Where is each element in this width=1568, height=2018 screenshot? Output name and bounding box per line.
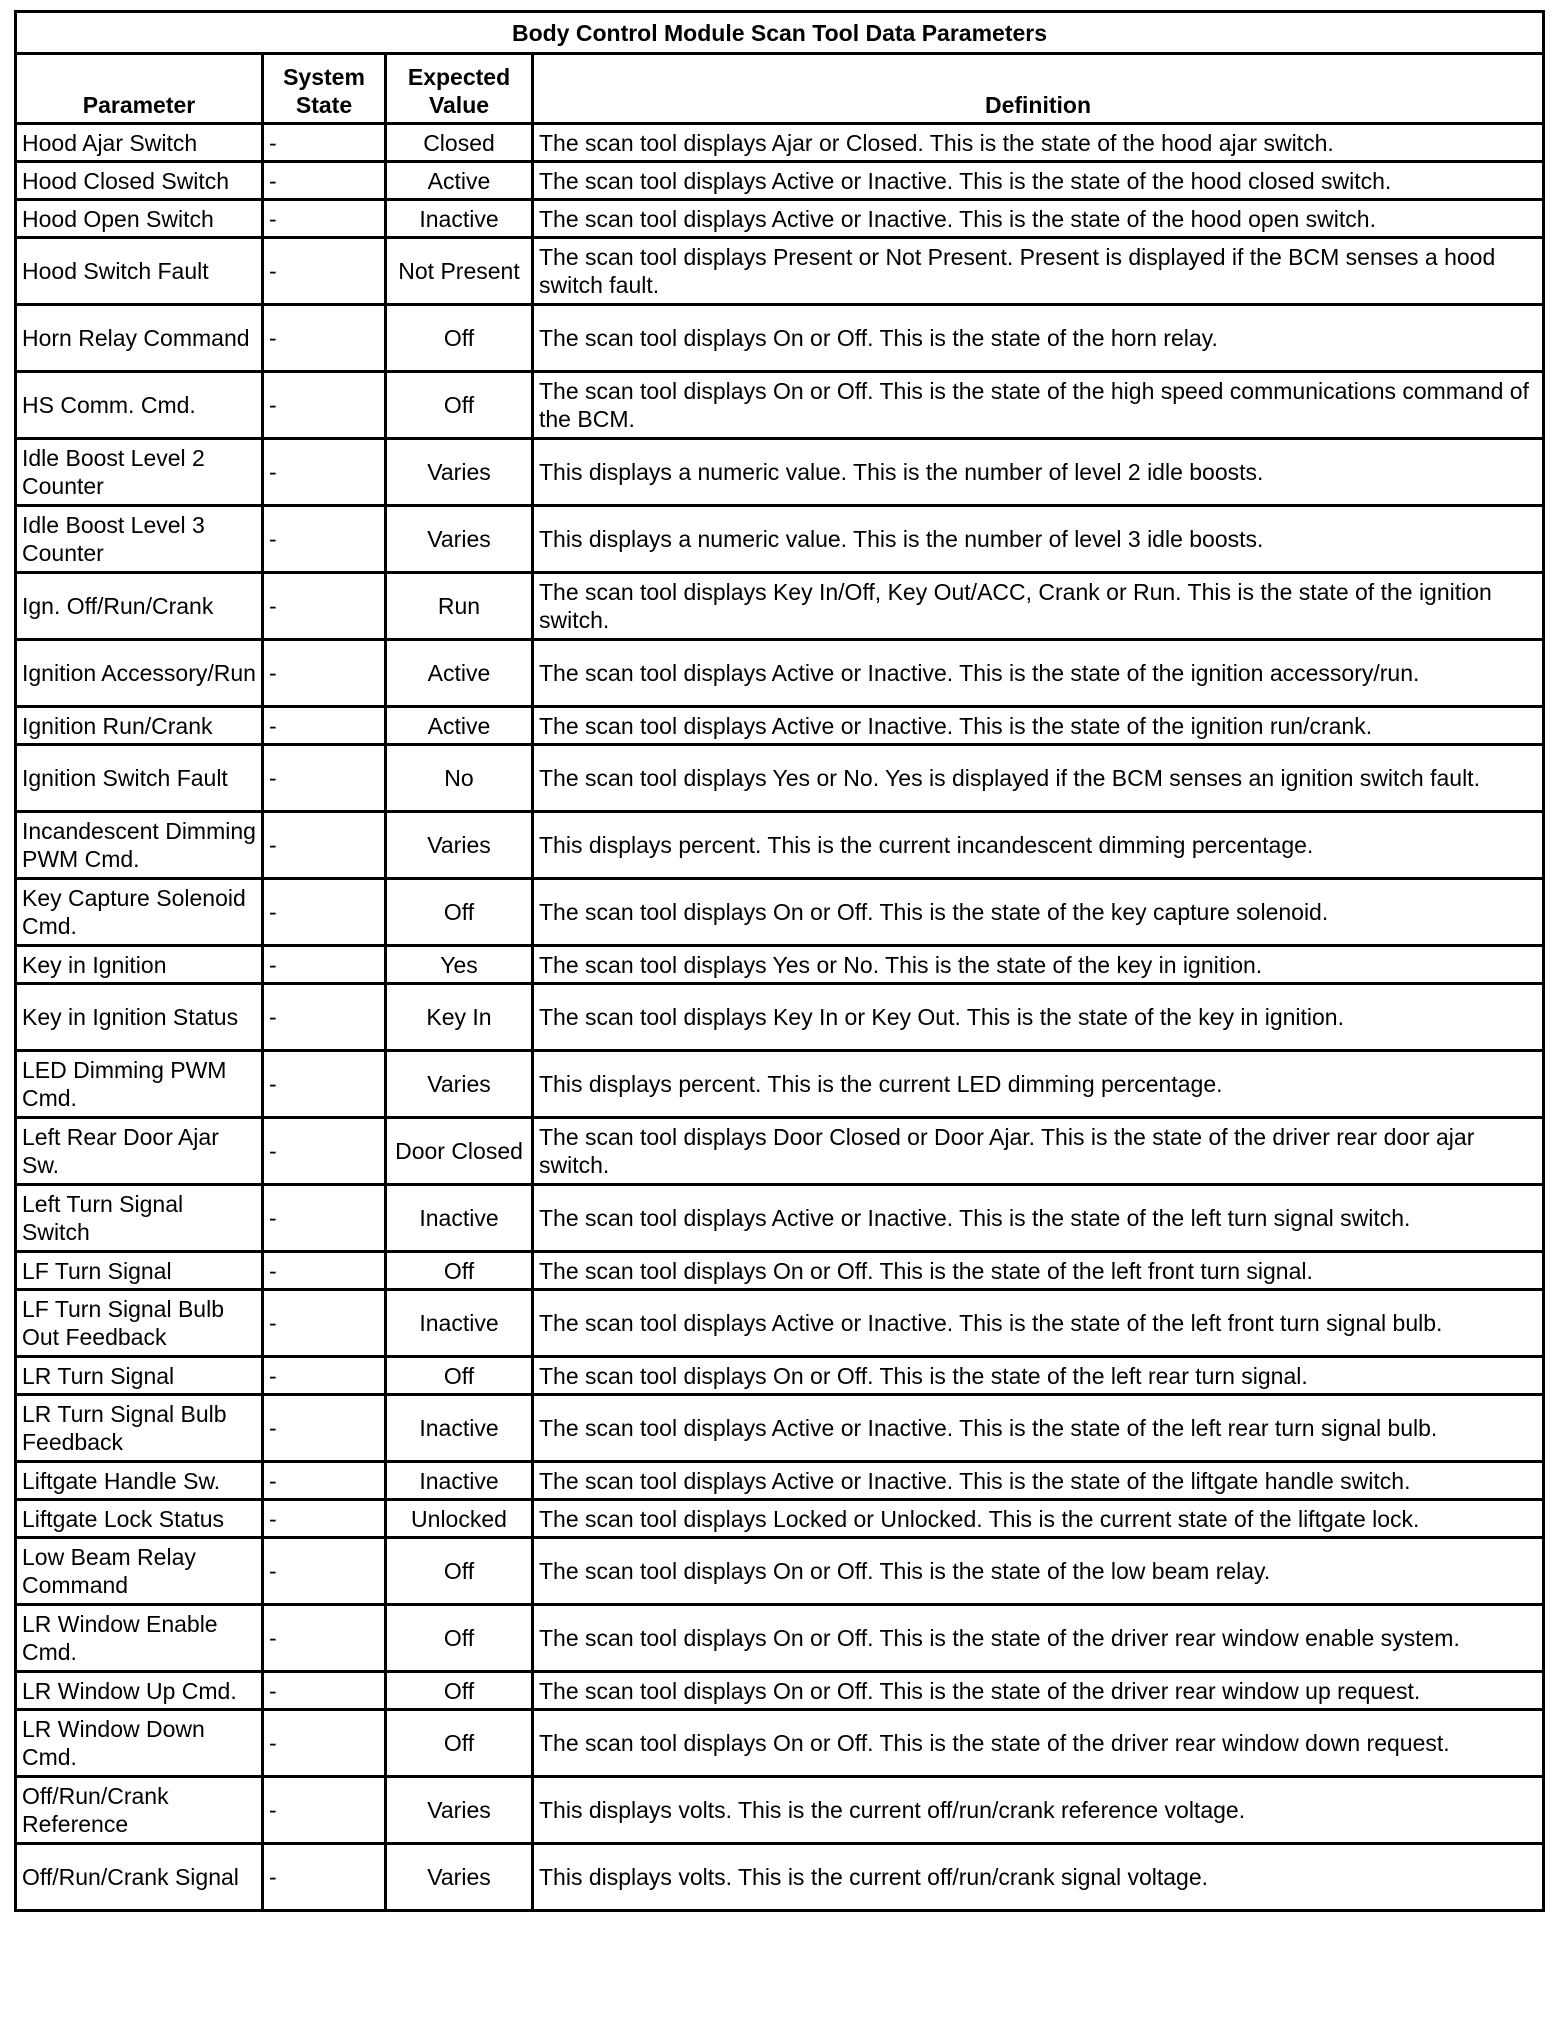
column-header-expected-value: Expected Value xyxy=(386,54,533,124)
parameter-cell: Hood Ajar Switch xyxy=(16,124,263,162)
parameter-cell: LF Turn Signal Bulb Out Feedback xyxy=(16,1290,263,1357)
definition-cell: The scan tool displays Key In or Key Out. This is the state of the key in ignition. xyxy=(533,984,1544,1051)
expected-value-cell: Varies xyxy=(386,1777,533,1844)
parameter-cell: Low Beam Relay Command xyxy=(16,1538,263,1605)
table-row xyxy=(16,707,1544,745)
parameter-cell: Left Rear Door Ajar Sw. xyxy=(16,1118,263,1185)
parameter-cell: Idle Boost Level 2 Counter xyxy=(16,439,263,506)
parameter-cell: LR Turn Signal xyxy=(16,1357,263,1395)
expected-value-cell: Off xyxy=(386,879,533,946)
table-row xyxy=(16,1500,1544,1538)
expected-value-cell: Run xyxy=(386,573,533,640)
system-state-cell: - xyxy=(263,946,386,984)
table-row xyxy=(16,1290,1544,1357)
expected-value-cell: Off xyxy=(386,1672,533,1710)
parameter-cell: Idle Boost Level 3 Counter xyxy=(16,506,263,573)
table-row xyxy=(16,124,1544,162)
parameter-cell: Horn Relay Command xyxy=(16,305,263,372)
expected-value-cell: Off xyxy=(386,1357,533,1395)
parameter-cell: Incandescent Dimming PWM Cmd. xyxy=(16,812,263,879)
system-state-cell: - xyxy=(263,162,386,200)
table-row xyxy=(16,812,1544,879)
definition-cell: The scan tool displays Yes or No. Yes is displayed if the BCM senses an ignition switch fault. xyxy=(533,745,1544,812)
parameter-cell: HS Comm. Cmd. xyxy=(16,372,263,439)
parameter-cell: LR Window Down Cmd. xyxy=(16,1710,263,1777)
definition-cell: The scan tool displays On or Off. This is the state of the driver rear window enable system. xyxy=(533,1605,1544,1672)
expected-value-cell: Off xyxy=(386,305,533,372)
parameter-cell: Ignition Run/Crank xyxy=(16,707,263,745)
expected-value-cell: Active xyxy=(386,162,533,200)
system-state-cell: - xyxy=(263,707,386,745)
definition-cell: The scan tool displays Ajar or Closed. This is the state of the hood ajar switch. xyxy=(533,124,1544,162)
table-body xyxy=(16,124,1544,1911)
system-state-cell: - xyxy=(263,1710,386,1777)
table-row xyxy=(16,946,1544,984)
system-state-cell: - xyxy=(263,305,386,372)
definition-cell: The scan tool displays On or Off. This is the state of the high speed communications command of the BCM. xyxy=(533,372,1544,439)
parameter-cell: Key in Ignition xyxy=(16,946,263,984)
definition-cell: The scan tool displays Active or Inactive. This is the state of the left turn signal switch. xyxy=(533,1185,1544,1252)
parameter-cell: LED Dimming PWM Cmd. xyxy=(16,1051,263,1118)
table-row xyxy=(16,200,1544,238)
expected-value-cell: Off xyxy=(386,1710,533,1777)
expected-value-cell: No xyxy=(386,745,533,812)
system-state-cell: - xyxy=(263,1777,386,1844)
system-state-cell: - xyxy=(263,573,386,640)
definition-cell: This displays volts. This is the current off/run/crank reference voltage. xyxy=(533,1777,1544,1844)
definition-cell: The scan tool displays Active or Inactive. This is the state of the hood open switch. xyxy=(533,200,1544,238)
expected-value-cell: Closed xyxy=(386,124,533,162)
parameter-cell: Liftgate Lock Status xyxy=(16,1500,263,1538)
system-state-cell: - xyxy=(263,1118,386,1185)
definition-cell: The scan tool displays On or Off. This is the state of the key capture solenoid. xyxy=(533,879,1544,946)
definition-cell: The scan tool displays On or Off. This is the state of the driver rear window down request. xyxy=(533,1710,1544,1777)
definition-cell: The scan tool displays Active or Inactive. This is the state of the left rear turn signal bulb. xyxy=(533,1395,1544,1462)
parameter-cell: Ignition Switch Fault xyxy=(16,745,263,812)
parameter-cell: Off/Run/Crank Signal xyxy=(16,1844,263,1911)
table-row xyxy=(16,238,1544,305)
definition-cell: This displays a numeric value. This is the number of level 2 idle boosts. xyxy=(533,439,1544,506)
table-row xyxy=(16,1185,1544,1252)
table-row xyxy=(16,162,1544,200)
definition-cell: The scan tool displays Present or Not Present. Present is displayed if the BCM senses a hood switch fault. xyxy=(533,238,1544,305)
system-state-cell: - xyxy=(263,1500,386,1538)
expected-value-cell: Varies xyxy=(386,439,533,506)
definition-cell: The scan tool displays Active or Inactive. This is the state of the left front turn signal bulb. xyxy=(533,1290,1544,1357)
table-row xyxy=(16,1252,1544,1290)
expected-value-cell: Active xyxy=(386,707,533,745)
system-state-cell: - xyxy=(263,1672,386,1710)
table-row xyxy=(16,1777,1544,1844)
system-state-cell: - xyxy=(263,439,386,506)
definition-cell: The scan tool displays On or Off. This is the state of the left rear turn signal. xyxy=(533,1357,1544,1395)
definition-cell: This displays percent. This is the current LED dimming percentage. xyxy=(533,1051,1544,1118)
expected-value-cell: Key In xyxy=(386,984,533,1051)
table-row xyxy=(16,439,1544,506)
column-header-parameter: Parameter xyxy=(16,54,263,124)
expected-value-cell: Not Present xyxy=(386,238,533,305)
system-state-cell: - xyxy=(263,506,386,573)
table-row xyxy=(16,1051,1544,1118)
system-state-cell: - xyxy=(263,1051,386,1118)
system-state-cell: - xyxy=(263,1844,386,1911)
definition-cell: The scan tool displays On or Off. This is the state of the low beam relay. xyxy=(533,1538,1544,1605)
table-row xyxy=(16,745,1544,812)
table-row xyxy=(16,1844,1544,1911)
system-state-cell: - xyxy=(263,1538,386,1605)
parameter-cell: LR Window Enable Cmd. xyxy=(16,1605,263,1672)
table-row xyxy=(16,984,1544,1051)
table-row xyxy=(16,1357,1544,1395)
expected-value-cell: Active xyxy=(386,640,533,707)
table-row xyxy=(16,1672,1544,1710)
parameter-cell: Hood Switch Fault xyxy=(16,238,263,305)
parameter-cell: Ign. Off/Run/Crank xyxy=(16,573,263,640)
definition-cell: The scan tool displays On or Off. This is the state of the driver rear window up request. xyxy=(533,1672,1544,1710)
expected-value-cell: Varies xyxy=(386,1844,533,1911)
system-state-cell: - xyxy=(263,1462,386,1500)
table-row xyxy=(16,372,1544,439)
definition-cell: This displays percent. This is the current incandescent dimming percentage. xyxy=(533,812,1544,879)
table-row xyxy=(16,1462,1544,1500)
expected-value-cell: Off xyxy=(386,1252,533,1290)
table-row xyxy=(16,1605,1544,1672)
definition-cell: The scan tool displays Key In/Off, Key Out/ACC, Crank or Run. This is the state of the ignition switch. xyxy=(533,573,1544,640)
expected-value-cell: Off xyxy=(386,1605,533,1672)
definition-cell: The scan tool displays Yes or No. This is the state of the key in ignition. xyxy=(533,946,1544,984)
table-row xyxy=(16,305,1544,372)
expected-value-cell: Off xyxy=(386,372,533,439)
parameter-cell: Ignition Accessory/Run xyxy=(16,640,263,707)
parameter-cell: LR Turn Signal Bulb Feedback xyxy=(16,1395,263,1462)
definition-cell: The scan tool displays On or Off. This is the state of the horn relay. xyxy=(533,305,1544,372)
table-row xyxy=(16,1395,1544,1462)
table-row xyxy=(16,506,1544,573)
definition-cell: The scan tool displays On or Off. This is the state of the left front turn signal. xyxy=(533,1252,1544,1290)
expected-value-cell: Off xyxy=(386,1538,533,1605)
definition-cell: This displays volts. This is the current off/run/crank signal voltage. xyxy=(533,1844,1544,1911)
parameter-cell: Liftgate Handle Sw. xyxy=(16,1462,263,1500)
parameter-cell: Hood Open Switch xyxy=(16,200,263,238)
expected-value-cell: Varies xyxy=(386,506,533,573)
system-state-cell: - xyxy=(263,1357,386,1395)
definition-cell: The scan tool displays Active or Inactive. This is the state of the hood closed switch. xyxy=(533,162,1544,200)
system-state-cell: - xyxy=(263,124,386,162)
table-row xyxy=(16,1118,1544,1185)
system-state-cell: - xyxy=(263,1605,386,1672)
table-row xyxy=(16,640,1544,707)
scan-tool-data-table xyxy=(14,10,1545,1912)
definition-cell: The scan tool displays Door Closed or Door Ajar. This is the state of the driver rear door ajar switch. xyxy=(533,1118,1544,1185)
system-state-cell: - xyxy=(263,879,386,946)
expected-value-cell: Yes xyxy=(386,946,533,984)
table-row xyxy=(16,1710,1544,1777)
expected-value-cell: Unlocked xyxy=(386,1500,533,1538)
column-header-system-state: System State xyxy=(263,54,386,124)
system-state-cell: - xyxy=(263,238,386,305)
expected-value-cell: Inactive xyxy=(386,1185,533,1252)
system-state-cell: - xyxy=(263,372,386,439)
system-state-cell: - xyxy=(263,1185,386,1252)
parameter-cell: Off/Run/Crank Reference xyxy=(16,1777,263,1844)
definition-cell: The scan tool displays Active or Inactive. This is the state of the ignition run/crank. xyxy=(533,707,1544,745)
expected-value-cell: Inactive xyxy=(386,200,533,238)
definition-cell: This displays a numeric value. This is the number of level 3 idle boosts. xyxy=(533,506,1544,573)
parameter-cell: Left Turn Signal Switch xyxy=(16,1185,263,1252)
system-state-cell: - xyxy=(263,200,386,238)
table-row xyxy=(16,1538,1544,1605)
expected-value-cell: Inactive xyxy=(386,1395,533,1462)
expected-value-cell: Varies xyxy=(386,1051,533,1118)
expected-value-cell: Door Closed xyxy=(386,1118,533,1185)
system-state-cell: - xyxy=(263,1395,386,1462)
expected-value-cell: Varies xyxy=(386,812,533,879)
table-row xyxy=(16,879,1544,946)
definition-cell: The scan tool displays Active or Inactive. This is the state of the ignition accessory/run. xyxy=(533,640,1544,707)
expected-value-cell: Inactive xyxy=(386,1462,533,1500)
system-state-cell: - xyxy=(263,1252,386,1290)
table-title: Body Control Module Scan Tool Data Parameters xyxy=(16,12,1544,54)
parameter-cell: Hood Closed Switch xyxy=(16,162,263,200)
definition-cell: The scan tool displays Active or Inactive. This is the state of the liftgate handle switch. xyxy=(533,1462,1544,1500)
table-row xyxy=(16,573,1544,640)
parameter-cell: Key Capture Solenoid Cmd. xyxy=(16,879,263,946)
column-header-definition: Definition xyxy=(533,54,1544,124)
expected-value-cell: Inactive xyxy=(386,1290,533,1357)
system-state-cell: - xyxy=(263,984,386,1051)
system-state-cell: - xyxy=(263,745,386,812)
parameter-cell: LR Window Up Cmd. xyxy=(16,1672,263,1710)
parameter-cell: Key in Ignition Status xyxy=(16,984,263,1051)
definition-cell: The scan tool displays Locked or Unlocked. This is the current state of the liftgate lock. xyxy=(533,1500,1544,1538)
system-state-cell: - xyxy=(263,1290,386,1357)
system-state-cell: - xyxy=(263,812,386,879)
parameter-cell: LF Turn Signal xyxy=(16,1252,263,1290)
system-state-cell: - xyxy=(263,640,386,707)
